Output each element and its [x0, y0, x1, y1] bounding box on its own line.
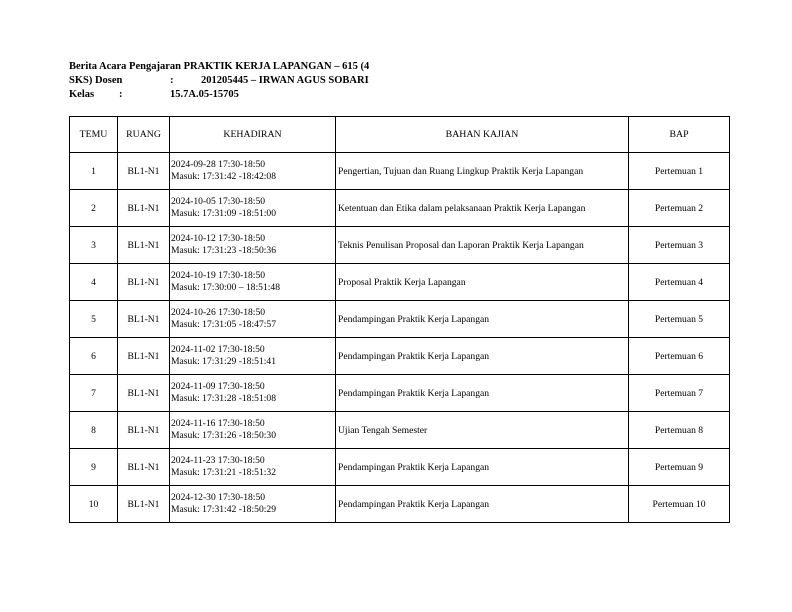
schedule-text: 2024-10-05 17:30-18:50	[171, 196, 266, 207]
table-row	[70, 449, 730, 486]
cell-bap: Pertemuan 1	[629, 153, 730, 190]
cell-kehadiran	[170, 375, 336, 412]
attendance-text: Masuk: 17:31:21 -18:51:32	[171, 467, 276, 478]
course-title: Berita Acara Pengajaran PRAKTIK KERJA LAPANGAN – 615 (4	[69, 61, 370, 72]
header-line-3	[69, 88, 729, 102]
schedule-text: 2024-12-30 17:30-18:50	[171, 492, 266, 503]
class-label: Kelas	[69, 89, 95, 100]
table-row	[70, 227, 730, 264]
document-header	[69, 60, 729, 102]
table-row	[70, 190, 730, 227]
cell-bahan-kajian: Ketentuan dan Etika dalam pelaksanaan Praktik Kerja Lapangan	[336, 190, 629, 227]
table-row	[70, 153, 730, 190]
cell-kehadiran	[170, 301, 336, 338]
table-row	[70, 338, 730, 375]
schedule-text: 2024-09-28 17:30-18:50	[171, 159, 266, 170]
cell-bap: Pertemuan 10	[629, 486, 730, 523]
table-header-row	[70, 117, 730, 153]
table-row	[70, 301, 730, 338]
schedule-text: 2024-11-23 17:30-18:50	[171, 455, 265, 466]
col-header-kehadiran: KEHADIRAN	[170, 117, 336, 153]
cell-kehadiran	[170, 227, 336, 264]
cell-kehadiran	[170, 153, 336, 190]
cell-temu: 4	[70, 264, 118, 301]
class-colon: :	[119, 89, 123, 100]
cell-ruang: BL1-N1	[118, 190, 170, 227]
cell-bap: Pertemuan 7	[629, 375, 730, 412]
attendance-text: Masuk: 17:31:42 -18:42:08	[171, 171, 276, 182]
cell-temu: 1	[70, 153, 118, 190]
attendance-text: Masuk: 17:31:29 -18:51:41	[171, 356, 276, 367]
cell-kehadiran	[170, 449, 336, 486]
lecturer-colon: :	[170, 75, 174, 86]
cell-bahan-kajian: Teknis Penulisan Proposal dan Laporan Praktik Kerja Lapangan	[336, 227, 629, 264]
attendance-text: Masuk: 17:30:00 – 18:51:48	[171, 282, 280, 293]
attendance-text: Masuk: 17:31:09 -18:51:00	[171, 208, 276, 219]
cell-bap: Pertemuan 4	[629, 264, 730, 301]
cell-ruang: BL1-N1	[118, 338, 170, 375]
cell-ruang: BL1-N1	[118, 301, 170, 338]
cell-kehadiran	[170, 338, 336, 375]
cell-bap: Pertemuan 8	[629, 412, 730, 449]
cell-bap: Pertemuan 2	[629, 190, 730, 227]
cell-bahan-kajian: Pendampingan Praktik Kerja Lapangan	[336, 486, 629, 523]
cell-temu: 7	[70, 375, 118, 412]
attendance-table	[69, 116, 730, 523]
cell-kehadiran	[170, 486, 336, 523]
schedule-text: 2024-10-26 17:30-18:50	[171, 307, 266, 318]
cell-ruang: BL1-N1	[118, 486, 170, 523]
cell-bahan-kajian: Pendampingan Praktik Kerja Lapangan	[336, 449, 629, 486]
cell-ruang: BL1-N1	[118, 449, 170, 486]
attendance-text: Masuk: 17:31:28 -18:51:08	[171, 393, 276, 404]
cell-kehadiran	[170, 190, 336, 227]
schedule-text: 2024-10-19 17:30-18:50	[171, 270, 266, 281]
table-row	[70, 412, 730, 449]
cell-temu: 3	[70, 227, 118, 264]
schedule-text: 2024-10-12 17:30-18:50	[171, 233, 266, 244]
cell-temu: 6	[70, 338, 118, 375]
col-header-ruang: RUANG	[118, 117, 170, 153]
cell-temu: 10	[70, 486, 118, 523]
cell-ruang: BL1-N1	[118, 153, 170, 190]
cell-bap: Pertemuan 9	[629, 449, 730, 486]
schedule-text: 2024-11-09 17:30-18:50	[171, 381, 265, 392]
schedule-text: 2024-11-16 17:30-18:50	[171, 418, 265, 429]
cell-temu: 2	[70, 190, 118, 227]
class-value: 15.7A.05-15705	[170, 89, 239, 100]
header-line-2	[69, 74, 729, 88]
attendance-text: Masuk: 17:31:23 -18:50:36	[171, 245, 276, 256]
table-body	[70, 153, 730, 523]
lecturer-value: 201205445 – IRWAN AGUS SOBARI	[201, 75, 369, 86]
col-header-bahan-kajian: BAHAN KAJIAN	[336, 117, 629, 153]
cell-bap: Pertemuan 5	[629, 301, 730, 338]
cell-kehadiran	[170, 264, 336, 301]
cell-bahan-kajian: Pendampingan Praktik Kerja Lapangan	[336, 338, 629, 375]
schedule-text: 2024-11-02 17:30-18:50	[171, 344, 265, 355]
cell-temu: 9	[70, 449, 118, 486]
cell-bahan-kajian: Pengertian, Tujuan dan Ruang Lingkup Praktik Kerja Lapangan	[336, 153, 629, 190]
col-header-bap: BAP	[629, 117, 730, 153]
attendance-text: Masuk: 17:31:42 -18:50:29	[171, 504, 276, 515]
col-header-temu: TEMU	[70, 117, 118, 153]
cell-temu: 8	[70, 412, 118, 449]
lecturer-label: SKS) Dosen	[69, 75, 123, 86]
cell-bap: Pertemuan 3	[629, 227, 730, 264]
cell-kehadiran	[170, 412, 336, 449]
cell-bahan-kajian: Ujian Tengah Semester	[336, 412, 629, 449]
cell-bahan-kajian: Pendampingan Praktik Kerja Lapangan	[336, 375, 629, 412]
cell-bahan-kajian: Pendampingan Praktik Kerja Lapangan	[336, 301, 629, 338]
cell-bap: Pertemuan 6	[629, 338, 730, 375]
cell-ruang: BL1-N1	[118, 412, 170, 449]
attendance-text: Masuk: 17:31:26 -18:50:30	[171, 430, 276, 441]
table-row	[70, 264, 730, 301]
cell-ruang: BL1-N1	[118, 264, 170, 301]
header-line-1	[69, 60, 729, 74]
table-row	[70, 375, 730, 412]
attendance-text: Masuk: 17:31:05 -18:47:57	[171, 319, 276, 330]
table-row	[70, 486, 730, 523]
cell-temu: 5	[70, 301, 118, 338]
cell-ruang: BL1-N1	[118, 227, 170, 264]
cell-bahan-kajian: Proposal Praktik Kerja Lapangan	[336, 264, 629, 301]
cell-ruang: BL1-N1	[118, 375, 170, 412]
